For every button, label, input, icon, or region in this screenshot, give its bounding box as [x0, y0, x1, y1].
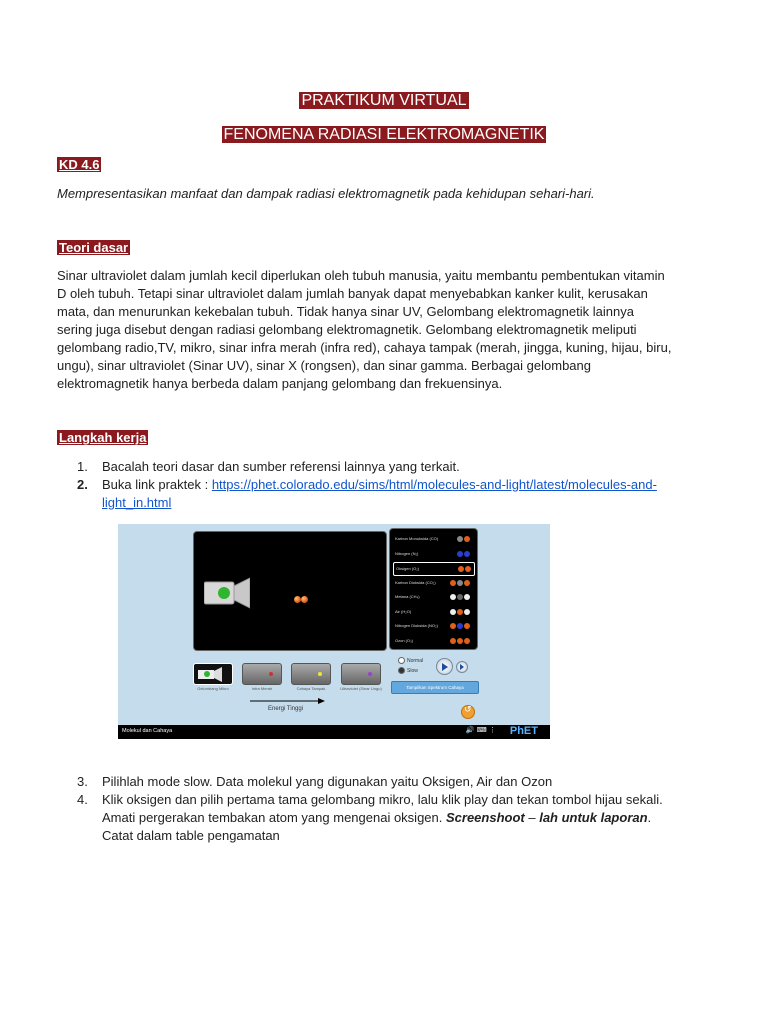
list-item: [77, 791, 707, 845]
teori-heading-text: Teori dasar: [59, 240, 129, 255]
molecule-label: Karbon Monoksida (CO): [395, 536, 439, 541]
steps-list-2: [77, 773, 707, 845]
emitter-icon: [194, 664, 232, 684]
source-label: Infra Merah: [251, 686, 273, 691]
screenshot-emphasis: Screenshoot: [445, 810, 525, 825]
energy-arrow-icon: [250, 696, 325, 706]
sim-title: Molekul dan Cahaya: [122, 728, 173, 734]
source-label: Ultraviolet (Sinar Ungu): [340, 686, 382, 691]
langkah-heading-text: Langkah kerja: [59, 430, 147, 445]
molecule-label: Nitrogen (N₂): [395, 550, 419, 556]
speed-normal-option[interactable]: [398, 657, 423, 664]
teori-heading: [57, 240, 130, 255]
molecule-label: Ozon (O₃): [395, 637, 414, 643]
kd-heading: [57, 157, 101, 172]
molecule-selector-panel: [389, 528, 478, 650]
list-text: Bacalah teori dasar dan sumber referensi lainnya yang terkait.: [102, 459, 460, 474]
step4-line2: [102, 809, 707, 827]
teori-line: mata, dan menurunkan kekebalan tubuh. Tidak hanya sinar UV, Gelombang elektromagnetik lainnya: [57, 304, 634, 319]
reset-icon[interactable]: [461, 705, 475, 719]
molecule-label: Nitrogen Dioksida (NO₂): [395, 623, 438, 628]
molecule-icon: [450, 609, 470, 615]
show-spectrum-button[interactable]: Tampilkan Spektrum Cahaya: [391, 681, 479, 694]
oxygen-molecule-icon: [294, 590, 308, 608]
source-ultraviolet-button[interactable]: [340, 663, 382, 691]
teori-line: Sinar ultraviolet dalam jumlah kecil diperlukan oleh tubuh manusia, yaitu membantu pembentukan vitamin: [57, 268, 665, 283]
molecule-option[interactable]: [393, 562, 475, 576]
teori-line: sering juga disebut dengan radiasi gelombang elektromagnetik. Gelombang elektromagnetik meliputi: [57, 322, 637, 337]
teori-line: ungu), sinar ultraviolet (Sinar UV), sinar X (rongsen), dan sinar gamma. Berbagai gelombang: [57, 358, 591, 373]
sound-keyboard-menu-icon[interactable]: 🔊 ⌨ ⋮: [465, 726, 496, 734]
step4-line3: Catat dalam table pengamatan: [102, 828, 280, 843]
molecule-icon: [457, 551, 470, 557]
radio-icon[interactable]: [398, 667, 405, 674]
doc-title-1-text: PRAKTIKUM VIRTUAL: [301, 92, 467, 109]
step4-line1: Klik oksigen dan pilih pertama tama gelombang mikro, lalu klik play dan tekan tombol hijau sekali.: [102, 792, 663, 807]
source-label: Gelombang Mikro: [197, 686, 229, 691]
molecule-option[interactable]: [393, 635, 473, 647]
list-item: [77, 458, 707, 476]
sim-navbar: [118, 725, 550, 739]
phet-logo[interactable]: PhET: [509, 725, 538, 737]
molecule-icon: [450, 580, 470, 586]
list-text: [102, 476, 707, 512]
list-number: 2.: [77, 477, 88, 492]
list-text: [102, 791, 707, 845]
energy-label: Energi Tinggi: [268, 706, 304, 712]
list-number: 1.: [77, 459, 88, 474]
molecule-option[interactable]: [393, 620, 473, 632]
sim-menu-icons[interactable]: [465, 726, 546, 734]
speed-control: [398, 657, 423, 677]
phet-link-line2[interactable]: light_in.html: [102, 495, 172, 510]
list-text: Pilihlah mode slow. Data molekul yang digunakan yaitu Oksigen, Air dan Ozon: [102, 774, 553, 789]
list-item: [77, 476, 707, 512]
phet-link-line1[interactable]: https://phet.colorado.edu/sims/html/molecules-and-light/latest/molecules-and-: [211, 477, 657, 492]
molecule-option[interactable]: [393, 591, 473, 603]
molecule-option[interactable]: [393, 548, 473, 560]
step4-line2-text: Amati pergerakan tembakan atom yang mengenai oksigen.: [102, 810, 446, 825]
list-number: 4.: [77, 792, 88, 807]
molecule-icon: [457, 536, 470, 542]
teori-line: gelombang radio,TV, mikro, sinar infra merah (infra red), cahaya tampak (merah, jingga, kuning, hijau, biru,: [57, 340, 672, 355]
molecule-option[interactable]: [393, 606, 473, 618]
phet-simulation-screenshot: [118, 524, 550, 739]
list-number: 3.: [77, 774, 88, 789]
teori-paragraph: [57, 267, 707, 393]
doc-title-2-text: FENOMENA RADIASI ELEKTROMAGNETIK: [223, 126, 545, 143]
molecule-label: Oksigen (O₂): [396, 566, 420, 571]
step-button[interactable]: [456, 661, 468, 673]
list-text-prefix: Buka link praktek :: [102, 477, 212, 492]
kd-heading-text: KD 4.6: [59, 157, 100, 172]
kd-description: Mempresentasikan manfaat dan dampak radiasi elektromagnetik pada kehidupan sehari-hari.: [57, 186, 595, 201]
molecule-label: Air (H₂O): [395, 608, 412, 614]
molecule-option[interactable]: [393, 577, 473, 589]
source-infrared-button[interactable]: [242, 663, 282, 691]
period: .: [647, 810, 652, 825]
radio-icon[interactable]: [398, 657, 405, 664]
steps-list-1: [77, 458, 707, 512]
molecule-icon: [450, 594, 470, 600]
speed-slow-option[interactable]: [398, 667, 423, 674]
simulation-view: [193, 531, 387, 651]
speed-normal-label: Normal: [407, 657, 424, 664]
photon-emitter-icon: [204, 576, 250, 610]
dash: –: [524, 810, 540, 825]
molecule-label: Karbon Dioksida (CO₂): [395, 579, 436, 585]
source-visible-button[interactable]: [291, 663, 331, 691]
play-button[interactable]: [436, 658, 453, 675]
speed-slow-label: Slow: [407, 667, 418, 674]
report-emphasis: lah untuk laporan: [539, 810, 648, 825]
langkah-heading: [57, 430, 148, 445]
doc-title-1: [0, 92, 768, 110]
doc-title-2: [0, 126, 768, 144]
source-microwave-button[interactable]: [193, 663, 233, 691]
light-source-bar: [193, 663, 385, 689]
molecule-icon: [450, 638, 470, 644]
teori-line: elektromagnetik hanya berbeda dalam panjang gelombang dan frekuensinya.: [57, 376, 503, 391]
molecule-icon: [450, 623, 470, 629]
teori-line: D oleh tubuh. Tetapi sinar ultraviolet dalam jumlah banyak dapat menyebabkan kanker kulit, kerusakan: [57, 286, 648, 301]
source-label: Cahaya Tampak: [296, 686, 326, 691]
molecule-option[interactable]: [393, 533, 473, 545]
molecule-label: Metana (CH₄): [395, 594, 420, 599]
list-item: [77, 773, 707, 791]
molecule-icon: [458, 566, 471, 572]
